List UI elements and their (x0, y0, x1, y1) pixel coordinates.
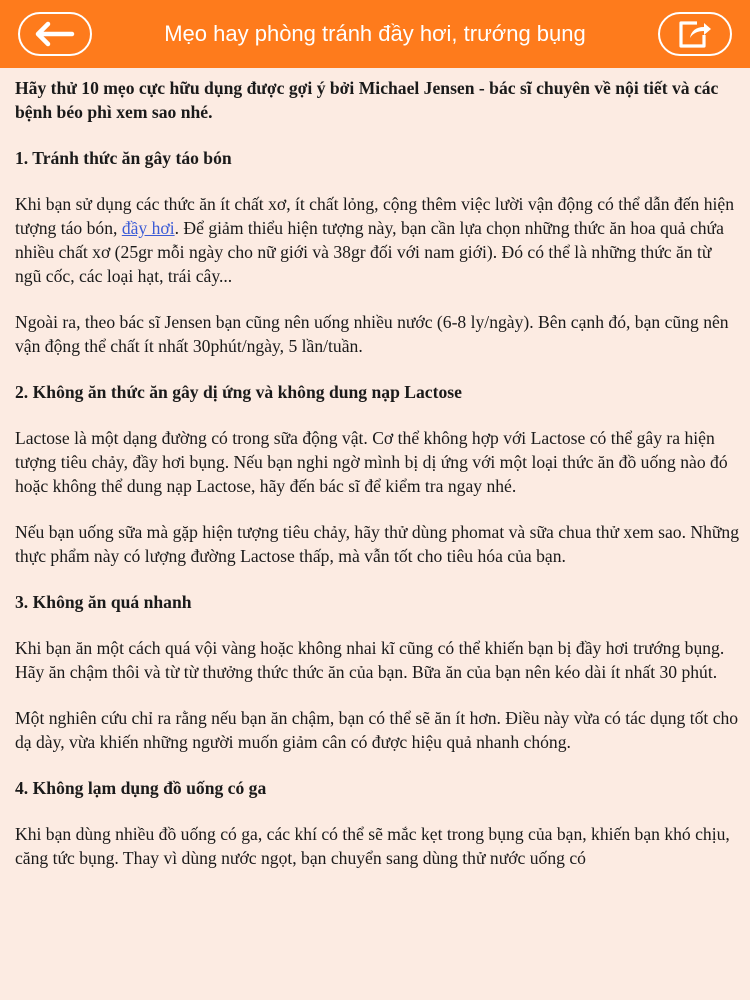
back-button[interactable] (18, 12, 92, 56)
section-heading-2: 2. Không ăn thức ăn gây dị ứng và không dung nạp Lactose (15, 382, 462, 402)
bloating-link[interactable]: đầy hơi (121, 218, 175, 238)
page-title: Mẹo hay phòng tránh đầy hơi, trướng bụng (164, 21, 586, 46)
share-icon (677, 19, 713, 49)
paragraph-2: Ngoài ra, theo bác sĩ Jensen bạn cũng nên uống nhiều nước (6-8 ly/ngày). Bên cạnh đó, bạn cũng nên vận động thể chất ít nhất 30phút/ngày, 5 lần/tuần. (15, 312, 729, 356)
section-heading-3: 3. Không ăn quá nhanh (15, 592, 192, 612)
paragraph-1 (15, 192, 739, 288)
section-heading-4: 4. Không lạm dụng đồ uống có ga (15, 778, 267, 798)
article-intro: Hãy thử 10 mẹo cực hữu dụng được gợi ý bởi Michael Jensen - bác sĩ chuyên về nội tiết và các bệnh béo phì xem sao nhé. (15, 78, 719, 122)
paragraph-3: Lactose là một dạng đường có trong sữa động vật. Cơ thể không hợp với Lactose có thể gây ra hiện tượng tiêu chảy, đầy hơi bụng. Nếu bạn nghi ngờ mình bị dị ứng với một loại thức ăn đồ uống nào đó hoặc không thể dung nạp Lactose, hãy đến bác sĩ để kiểm tra ngay nhé. (15, 428, 728, 496)
paragraph-7: Khi bạn dùng nhiều đồ uống có ga, các khí có thể sẽ mắc kẹt trong bụng của bạn, khiến bạn khó chịu, căng tức bụng. Thay vì dùng nước ngọt, bạn chuyển sang dùng thử nước uống có (15, 824, 730, 868)
top-bar (0, 0, 750, 68)
paragraph-1-text-a: Khi bạn sử dụng các thức ăn ít chất xơ, ít chất lỏng, cộng thêm việc lười vận động có thể dẫn đến hiện tượng táo bón, (15, 194, 735, 238)
share-button[interactable] (658, 12, 732, 56)
paragraph-4: Nếu bạn uống sữa mà gặp hiện tượng tiêu chảy, hãy thử dùng phomat và sữa chua thử xem sao. Những thực phẩm này có lượng đường Lactose thấp, mà vẫn tốt cho tiêu hóa của bạn. (15, 522, 739, 566)
section-heading-1: 1. Tránh thức ăn gây táo bón (15, 148, 232, 168)
paragraph-1-text-b: . Để giảm thiểu hiện tượng này, bạn cần lựa chọn những thức ăn hoa quả chứa nhiều chất xơ (25gr mỗi ngày cho nữ giới và 38gr đối với nam giới). Đó có thể là những thức ăn từ ngũ cốc, các loại hạt, trái cây... (15, 218, 724, 286)
article-content (15, 68, 739, 1000)
paragraph-5: Khi bạn ăn một cách quá vội vàng hoặc không nhai kĩ cũng có thể khiến bạn bị đầy hơi trướng bụng. Hãy ăn chậm thôi và từ từ thưởng thức thức ăn của bạn. Bữa ăn của bạn nên kéo dài ít nhất 30 phút. (15, 638, 725, 682)
back-arrow-icon (34, 21, 76, 47)
paragraph-6: Một nghiên cứu chỉ ra rằng nếu bạn ăn chậm, bạn có thể sẽ ăn ít hơn. Điều này vừa có tác dụng tốt cho dạ dày, vừa khiến những người muốn giảm cân có được hiệu quả nhanh chóng. (15, 708, 739, 752)
